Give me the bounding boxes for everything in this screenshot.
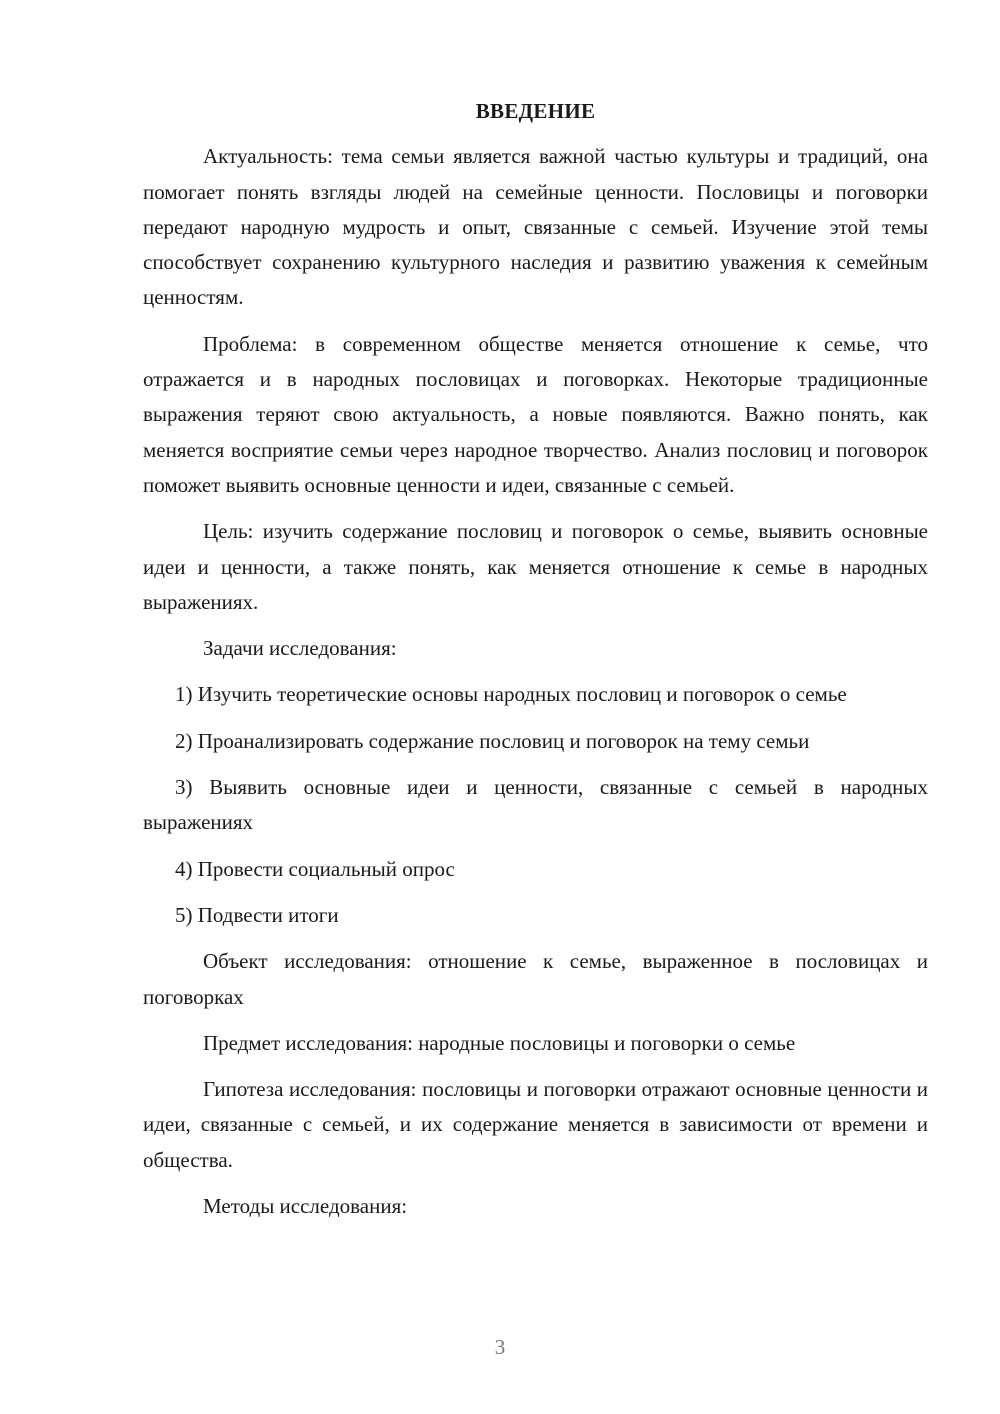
paragraph-hypothesis: Гипотеза исследования: пословицы и поговорки отражают основные ценности и идеи, связанные с семьей, и их содержание меняется в зависимости от времени и общества. — [143, 1077, 928, 1172]
paragraph-problem: Проблема: в современном обществе меняется отношение к семье, что отражается и в народных пословицах и поговорках. Некоторые традиционные выражения теряют свою актуальность, а новые появляются. Важно понять, как меняется восприятие семьи через народное творчество. Анализ пословиц и поговорок поможет выявить основные ценности и идеи, связанные с семьей. — [143, 331, 928, 497]
paragraph-relevance: Актуальность: тема семьи является важной частью культуры и традиций, она помогает понять взгляды людей на семейные ценности. Пословицы и поговорки передают народную мудрость и опыт, связанные с семьей. Изучение этой темы способствует сохранению культурного наследия и развитию уважения к семейным ценностям. — [143, 144, 928, 310]
document-page — [143, 94, 928, 1235]
list-item: 5) Подвести итоги — [175, 902, 339, 927]
list-item: 4) Провести социальный опрос — [175, 856, 455, 881]
tasks-heading: Задачи исследования: — [203, 636, 397, 661]
page-number: 3 — [494, 1335, 506, 1359]
paragraph-subject: Предмет исследования: народные пословицы и поговорки о семье — [203, 1030, 796, 1055]
list-item: 2) Проанализировать содержание пословиц и поговорок на тему семьи — [175, 728, 810, 753]
paragraph-methods: Методы исследования: — [203, 1194, 408, 1219]
paragraph-goal: Цель: изучить содержание пословиц и поговорок о семье, выявить основные идеи и ценности, а также понять, как меняется отношение к семье в народных выражениях. — [143, 519, 928, 614]
paragraph-object: Объект исследования: отношение к семье, выраженное в пословицах и поговорках — [143, 949, 928, 1009]
list-item: 1) Изучить теоретические основы народных пословиц и поговорок о семье — [175, 682, 847, 707]
list-item: 3) Выявить основные идеи и ценности, связанные с семьей в народных выражениях — [143, 775, 928, 835]
section-title: ВВЕДЕНИЕ — [475, 99, 596, 123]
